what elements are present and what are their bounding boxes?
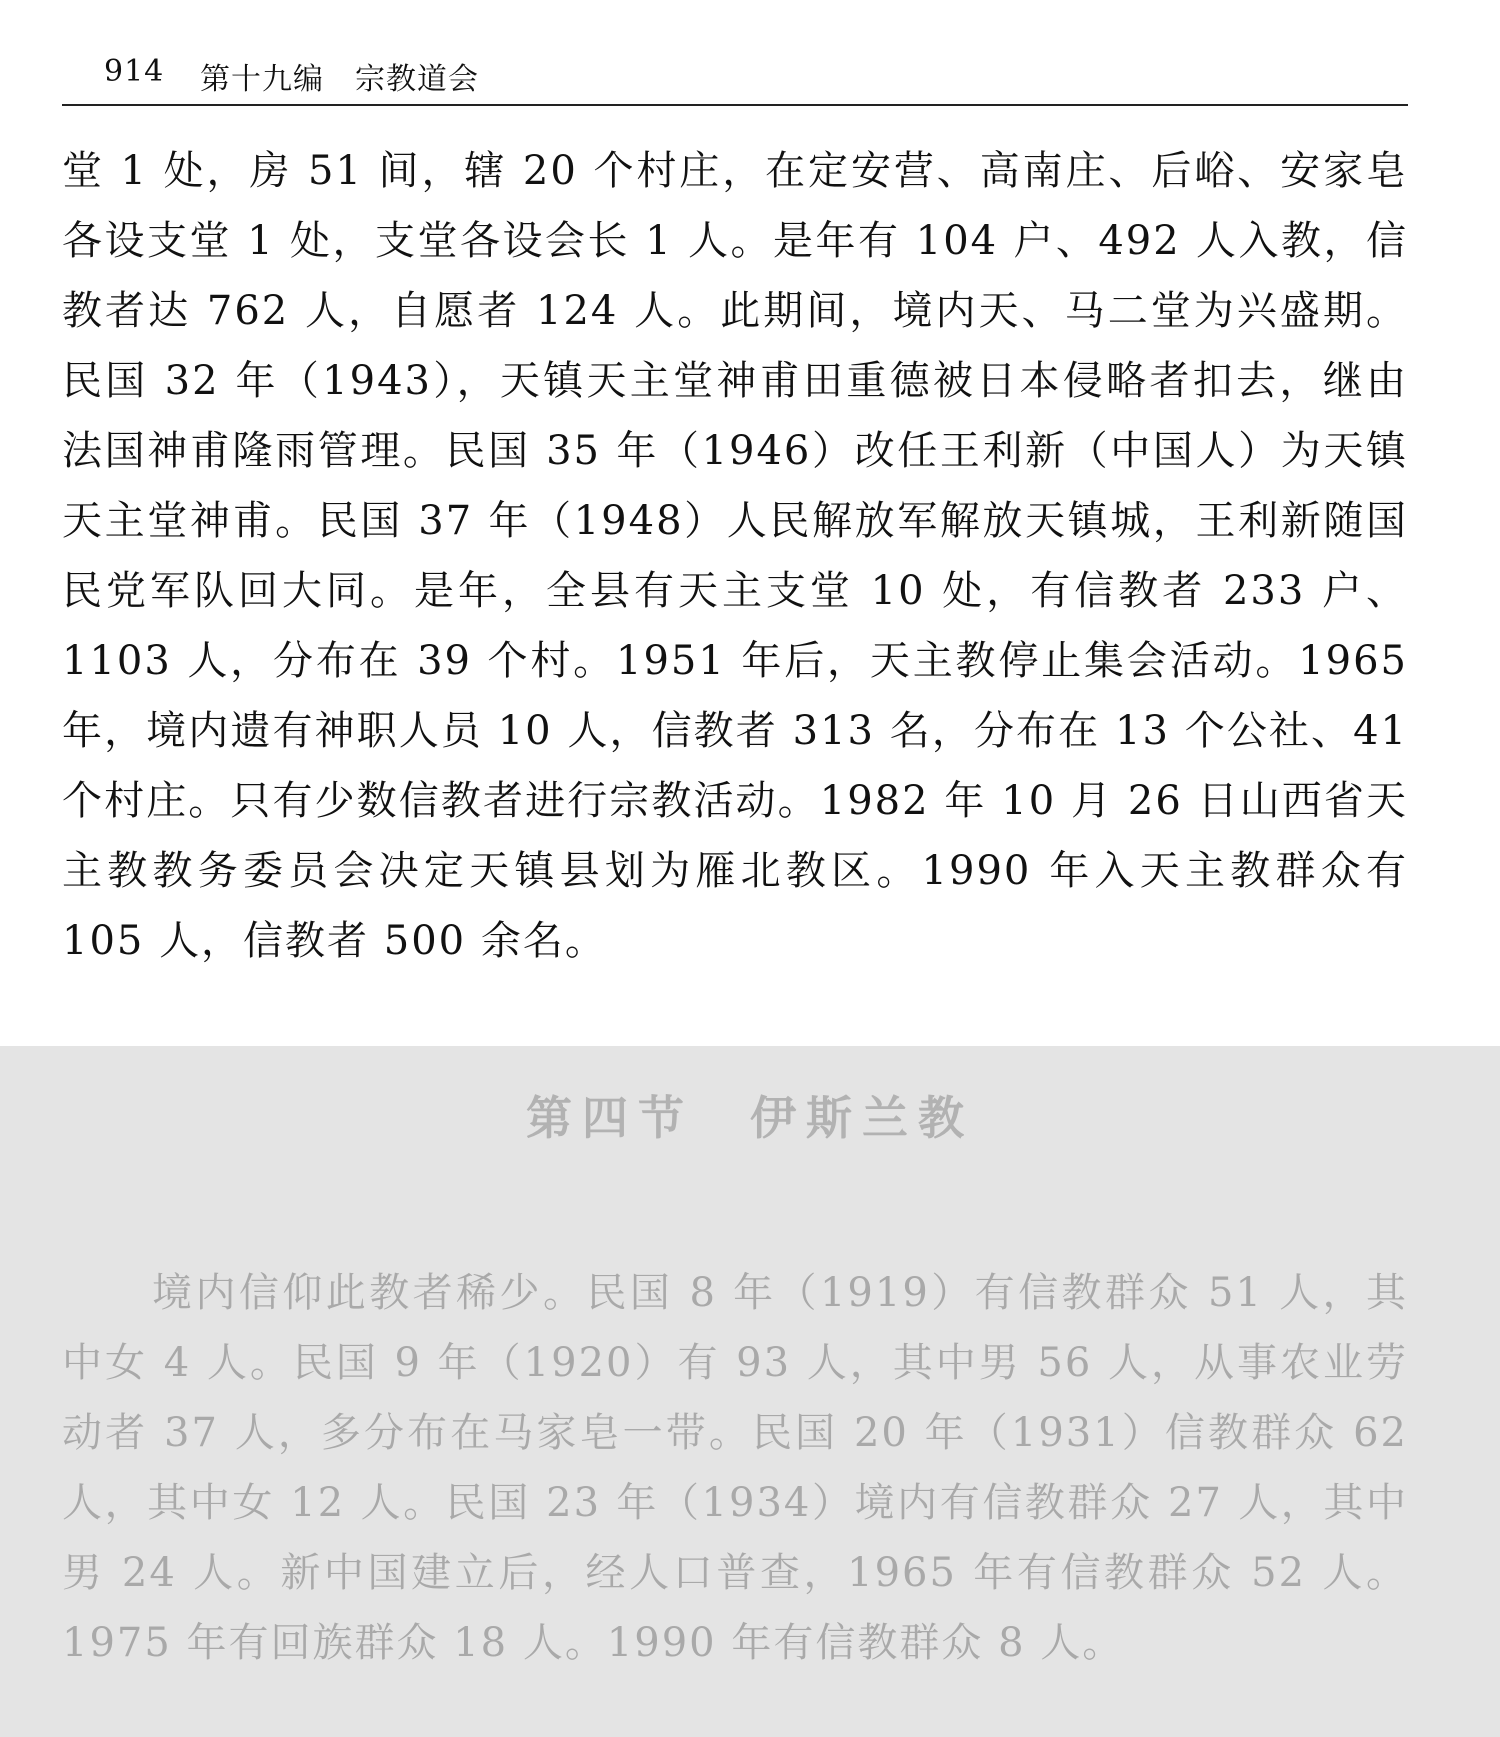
page-number: 914 (104, 54, 165, 89)
body-paragraph: 堂 1 处，房 51 间，辖 20 个村庄，在定安营、高南庄、后峪、安家皂各设支堂 1 处，支堂各设会长 1 人。是年有 104 户、492 人入教，信教者达 762 人，自愿者 124 人。此期间，境内天、马二堂为兴盛期。民国 32 年（1943），天镇天主堂神甫田重德被日本侵略者扣去，继由法国神甫隆雨管理。民国 35 年（1946）改任王利新（中国人）为天镇天主堂神甫。民国 37 年（1948）人民解放军解放天镇城，王利新随国民党军队回大同。是年，全县有天主支堂 10 处，有信教者 233 户、1103 人，分布在 39 个村。1951 年后，天主教停止集会活动。1965 年，境内遗有神职人员 10 人，信教者 313 名，分布在 13 个公社、41 个村庄。只有少数信教者进行宗教活动。1982 年 10 月 26 日山西省天主教教务委员会决定天镇县划为雁北教区。1990 年入天主教群众有 105 人，信教者 500 余名。 (62, 148, 1408, 964)
section-title: 第四节 伊斯兰教 (526, 1091, 974, 1145)
page-header (62, 48, 1408, 106)
section-paragraph: 境内信仰此教者稀少。民国 8 年（1919）有信教群众 51 人，其中女 4 人。民国 9 年（1920）有 93 人，其中男 56 人，从事农业劳动者 37 人，多分布在马家皂一带。民国 20 年（1931）信教群众 62 人，其中女 12 人。民国 23 年（1934）境内有信教群众 27 人，其中男 24 人。新中国建立后，经人口普查，1965 年有信教群众 52 人。1975 年有回族群众 18 人。1990 年有信教群众 8 人。 (62, 1270, 1408, 1666)
chapter-title: 第十九编 宗教道会 (200, 62, 479, 97)
